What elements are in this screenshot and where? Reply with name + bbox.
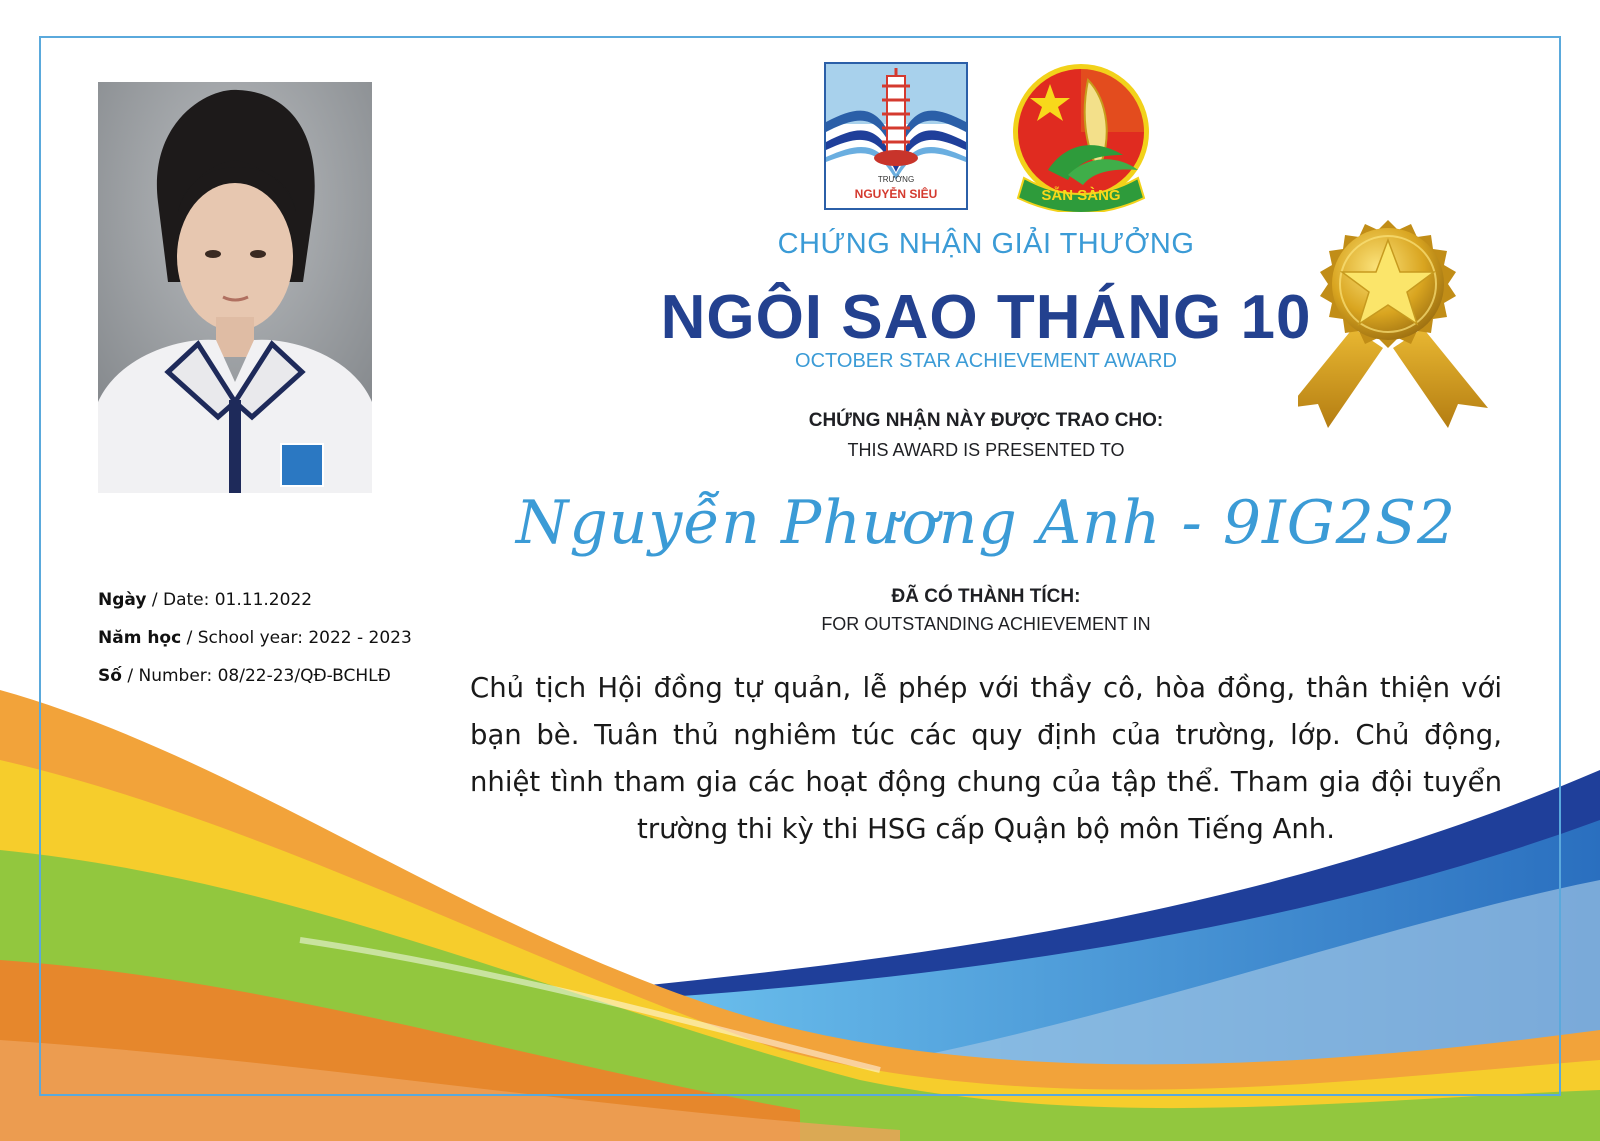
achievement-heading-en: FOR OUTSTANDING ACHIEVEMENT IN: [821, 614, 1151, 634]
achievement-description: Chủ tịch Hội đồng tự quản, lễ phép với thầy cô, hòa đồng, thân thiện với bạn bè. Tuân thủ nghiêm túc các quy định của trường, lớp. Chủ động, nhiệt tình tham gia các hoạt động chung của tập thể. Tham gia đội tuyển trường thi kỳ thi HSG cấp Quận bộ môn Tiếng Anh.: [470, 672, 1502, 845]
school-logo-top-text: TRƯỜNG: [877, 175, 915, 184]
meta-number-value: / Number: 08/22-23/QĐ-BCHLĐ: [121, 666, 391, 686]
presented-to-en: THIS AWARD IS PRESENTED TO: [847, 440, 1125, 460]
achievement-heading-vi: ĐÃ CÓ THÀNH TÍCH:: [891, 586, 1081, 607]
school-logo-name-text: NGUYỄN SIÊU: [854, 187, 938, 201]
youth-union-logo-icon: [1008, 60, 1154, 212]
meta-number-label: Số: [98, 666, 122, 686]
award-subtitle: OCTOBER STAR ACHIEVEMENT AWARD: [795, 350, 1177, 372]
recipient-name: Nguyễn Phương Anh - 9IG2S2: [515, 488, 1457, 558]
meta-year-value: / School year: 2022 - 2023: [181, 628, 412, 648]
student-portrait: [98, 82, 372, 493]
meta-year-label: Năm học: [98, 628, 182, 648]
portrait-illustration: [98, 82, 372, 493]
meta-school-year: [98, 628, 412, 648]
meta-date-value: / Date: 01.11.2022: [146, 590, 313, 610]
presented-to-vi: CHỨNG NHẬN NÀY ĐƯỢC TRAO CHO:: [808, 410, 1164, 431]
youth-logo-banner-text: SẴN SÀNG: [1041, 187, 1121, 204]
award-title: NGÔI SAO THÁNG 10: [660, 283, 1312, 352]
meta-date: [98, 590, 312, 610]
school-logo-icon: [824, 62, 968, 210]
award-kicker: CHỨNG NHẬN GIẢI THƯỞNG: [777, 228, 1195, 260]
meta-number: [98, 666, 391, 686]
meta-date-label: Ngày: [98, 590, 147, 610]
